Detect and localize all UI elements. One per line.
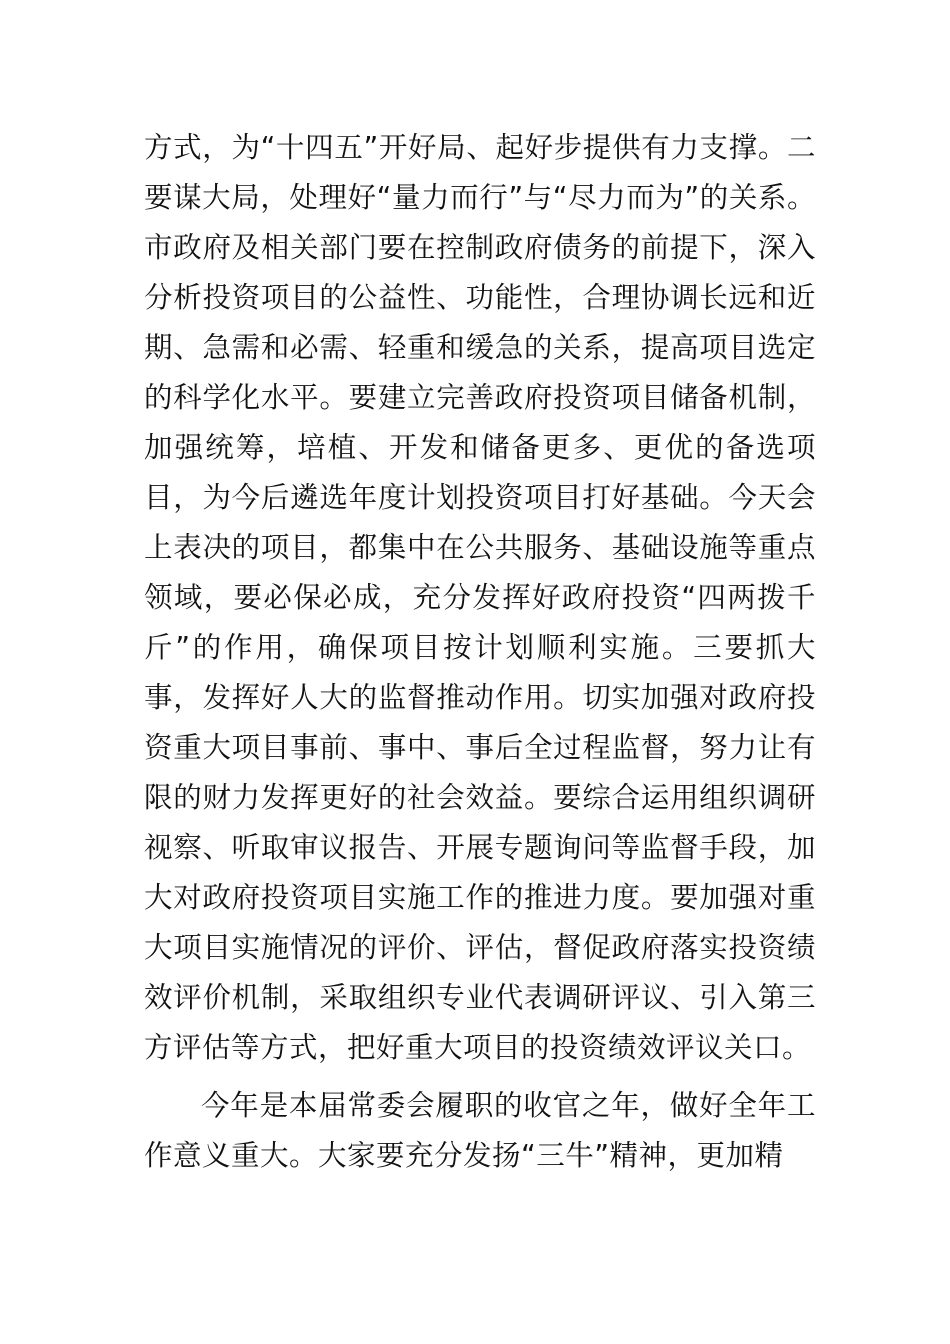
document-page	[144, 123, 816, 1181]
paragraph-1: 方式，为“十四五”开好局、起好步提供有力支撑。二要谋大局，处理好“量力而行”与“尽力而为”的关系。市政府及相关部门要在控制政府债务的前提下，深入分析投资项目的公益性、功能性，合理协调长远和近期、急需和必需、轻重和缓急的关系，提高项目选定的科学化水平。要建立完善政府投资项目储备机制，加强统筹，培植、开发和储备更多、更优的备选项目，为今后遴选年度计划投资项目打好基础。今天会上表决的项目，都集中在公共服务、基础设施等重点领域，要必保必成，充分发挥好政府投资“四两拨千斤”的作用，确保项目按计划顺利实施。三要抓大事，发挥好人大的监督推动作用。切实加强对政府投资重大项目事前、事中、事后全过程监督，努力让有限的财力发挥更好的社会效益。要综合运用组织调研视察、听取审议报告、开展专题询问等监督手段，加大对政府投资项目实施工作的推进力度。要加强对重大项目实施情况的评价、评估，督促政府落实投资绩效评价机制，采取组织专业代表调研评议、引入第三方评估等方式，把好重大项目的投资绩效评议关口。	[144, 131, 816, 1064]
paragraph-2: 今年是本届常委会履职的收官之年，做好全年工作意义重大。大家要充分发扬“三牛”精神，更加精	[144, 1089, 816, 1172]
